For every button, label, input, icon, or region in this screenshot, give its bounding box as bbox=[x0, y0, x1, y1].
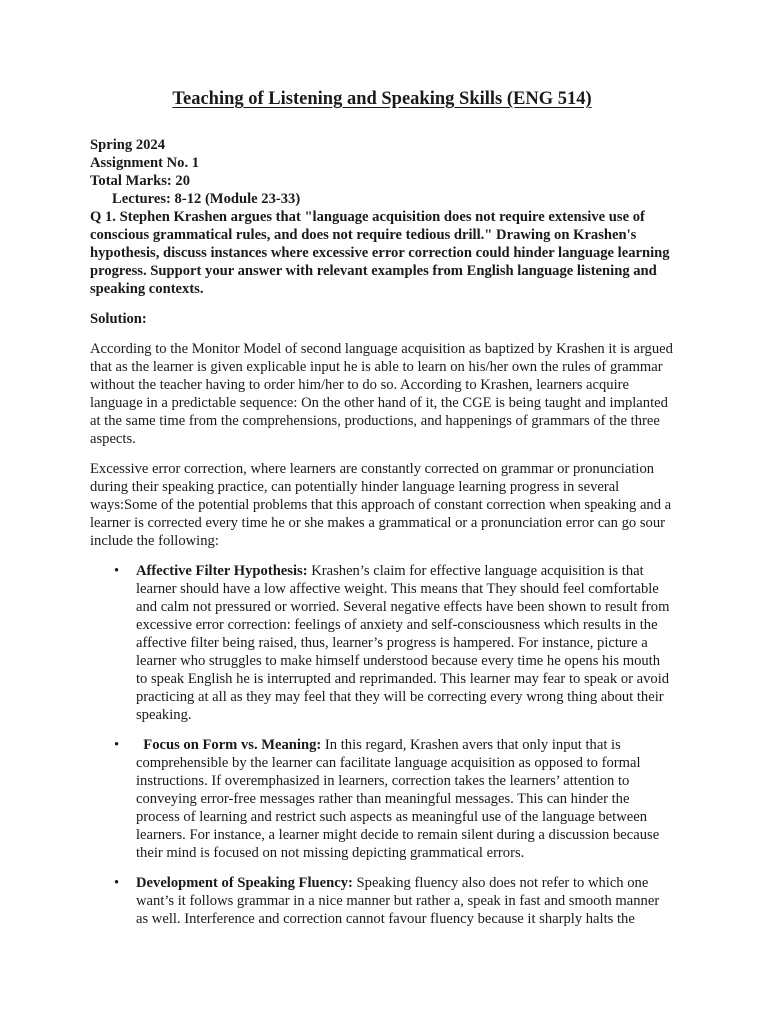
bullet-icon: • bbox=[114, 737, 120, 753]
list-item-heading: Development of Speaking Fluency: bbox=[136, 875, 353, 891]
list-item bbox=[90, 874, 674, 928]
list-item-heading: Focus on Form vs. Meaning: bbox=[136, 737, 322, 753]
semester-line: Spring 2024 bbox=[90, 137, 166, 153]
bullet-icon: • bbox=[114, 875, 120, 891]
assignment-line: Assignment No. 1 bbox=[90, 155, 200, 171]
question-text: Q 1. Stephen Krashen argues that "language acquisition does not require extensive use of conscious grammatical rules, and does not require tedious drill." Drawing on Krashen's hypothesis, discuss instances where excessive error correction could hinder language learning progress. Support your answer with relevant examples from English language listening and speaking contexts. bbox=[90, 209, 670, 297]
list-item bbox=[90, 562, 674, 724]
bullet-icon: • bbox=[114, 563, 120, 579]
marks-line: Total Marks: 20 bbox=[90, 173, 190, 189]
list-item-text: Speaking fluency also does not refer to which one want’s it follows grammar in a nice manner but rather a, speak in fast and smooth manner as well. Interference and correction cannot favour fluency because it sharply halts the bbox=[136, 875, 660, 927]
list-item-text: Krashen’s claim for effective language acquisition is that learner should have a low affective weight. This means that They should feel comfortable and calm not pressured or worried. Several negative effects have been shown to result from excessive error correction: feelings of anxiety and self-consciousness which results in the affective filter being raised, thus, learner’s progress is hampered. For instance, picture a learner who struggles to make himself understood because every time he opens his mouth to speak English he is interrupted and reprimanded. This learner may fear to speak or avoid practicing at all as they may feel that they will be correcting every wrong thing about their speaking. bbox=[136, 563, 670, 723]
solution-heading: Solution: bbox=[90, 311, 147, 327]
paragraph-error-correction: Excessive error correction, where learners are constantly corrected on grammar or pronunciation during their speaking practice, can potentially hinder language learning progress in several ways:Some of the potential problems that this approach of constant correction when speaking and a learner is corrected every time he or she makes a grammatical or a pronunciation error can go sour include the following: bbox=[90, 461, 672, 549]
document-title: Teaching of Listening and Speaking Skills (ENG 514) bbox=[172, 89, 592, 109]
lectures-line: Lectures: 8-12 (Module 23-33) bbox=[112, 191, 301, 207]
bullet-list bbox=[90, 562, 674, 928]
list-item bbox=[90, 736, 674, 862]
list-item-text: In this regard, Krashen avers that only input that is comprehensible by the learner can facilitate language acquisition as opposed to formal instructions. If overemphasized in learners, correction takes the learners’ attention to conveying error-free messages rather than meaningful messages. This can hinder the process of learning and restrict such aspects as meaningful use of the language between learners. For instance, a learner might decide to remain silent during a discussion because their mind is focused on not missing depicting grammatical errors. bbox=[136, 737, 660, 861]
assignment-meta bbox=[90, 136, 674, 208]
list-item-heading: Affective Filter Hypothesis: bbox=[136, 563, 308, 579]
paragraph-monitor-model: According to the Monitor Model of second language acquisition as baptized by Krashen it is argued that as the learner is given explicable input he is able to learn on his/her own the rules of grammar without the teacher having to order him/her to do so. According to Krashen, learners acquire language in a predictable sequence: On the other hand of it, the CGE is being taught and implanted at the same time from the comprehensions, productions, and happenings of grammars of the three aspects. bbox=[90, 341, 673, 447]
